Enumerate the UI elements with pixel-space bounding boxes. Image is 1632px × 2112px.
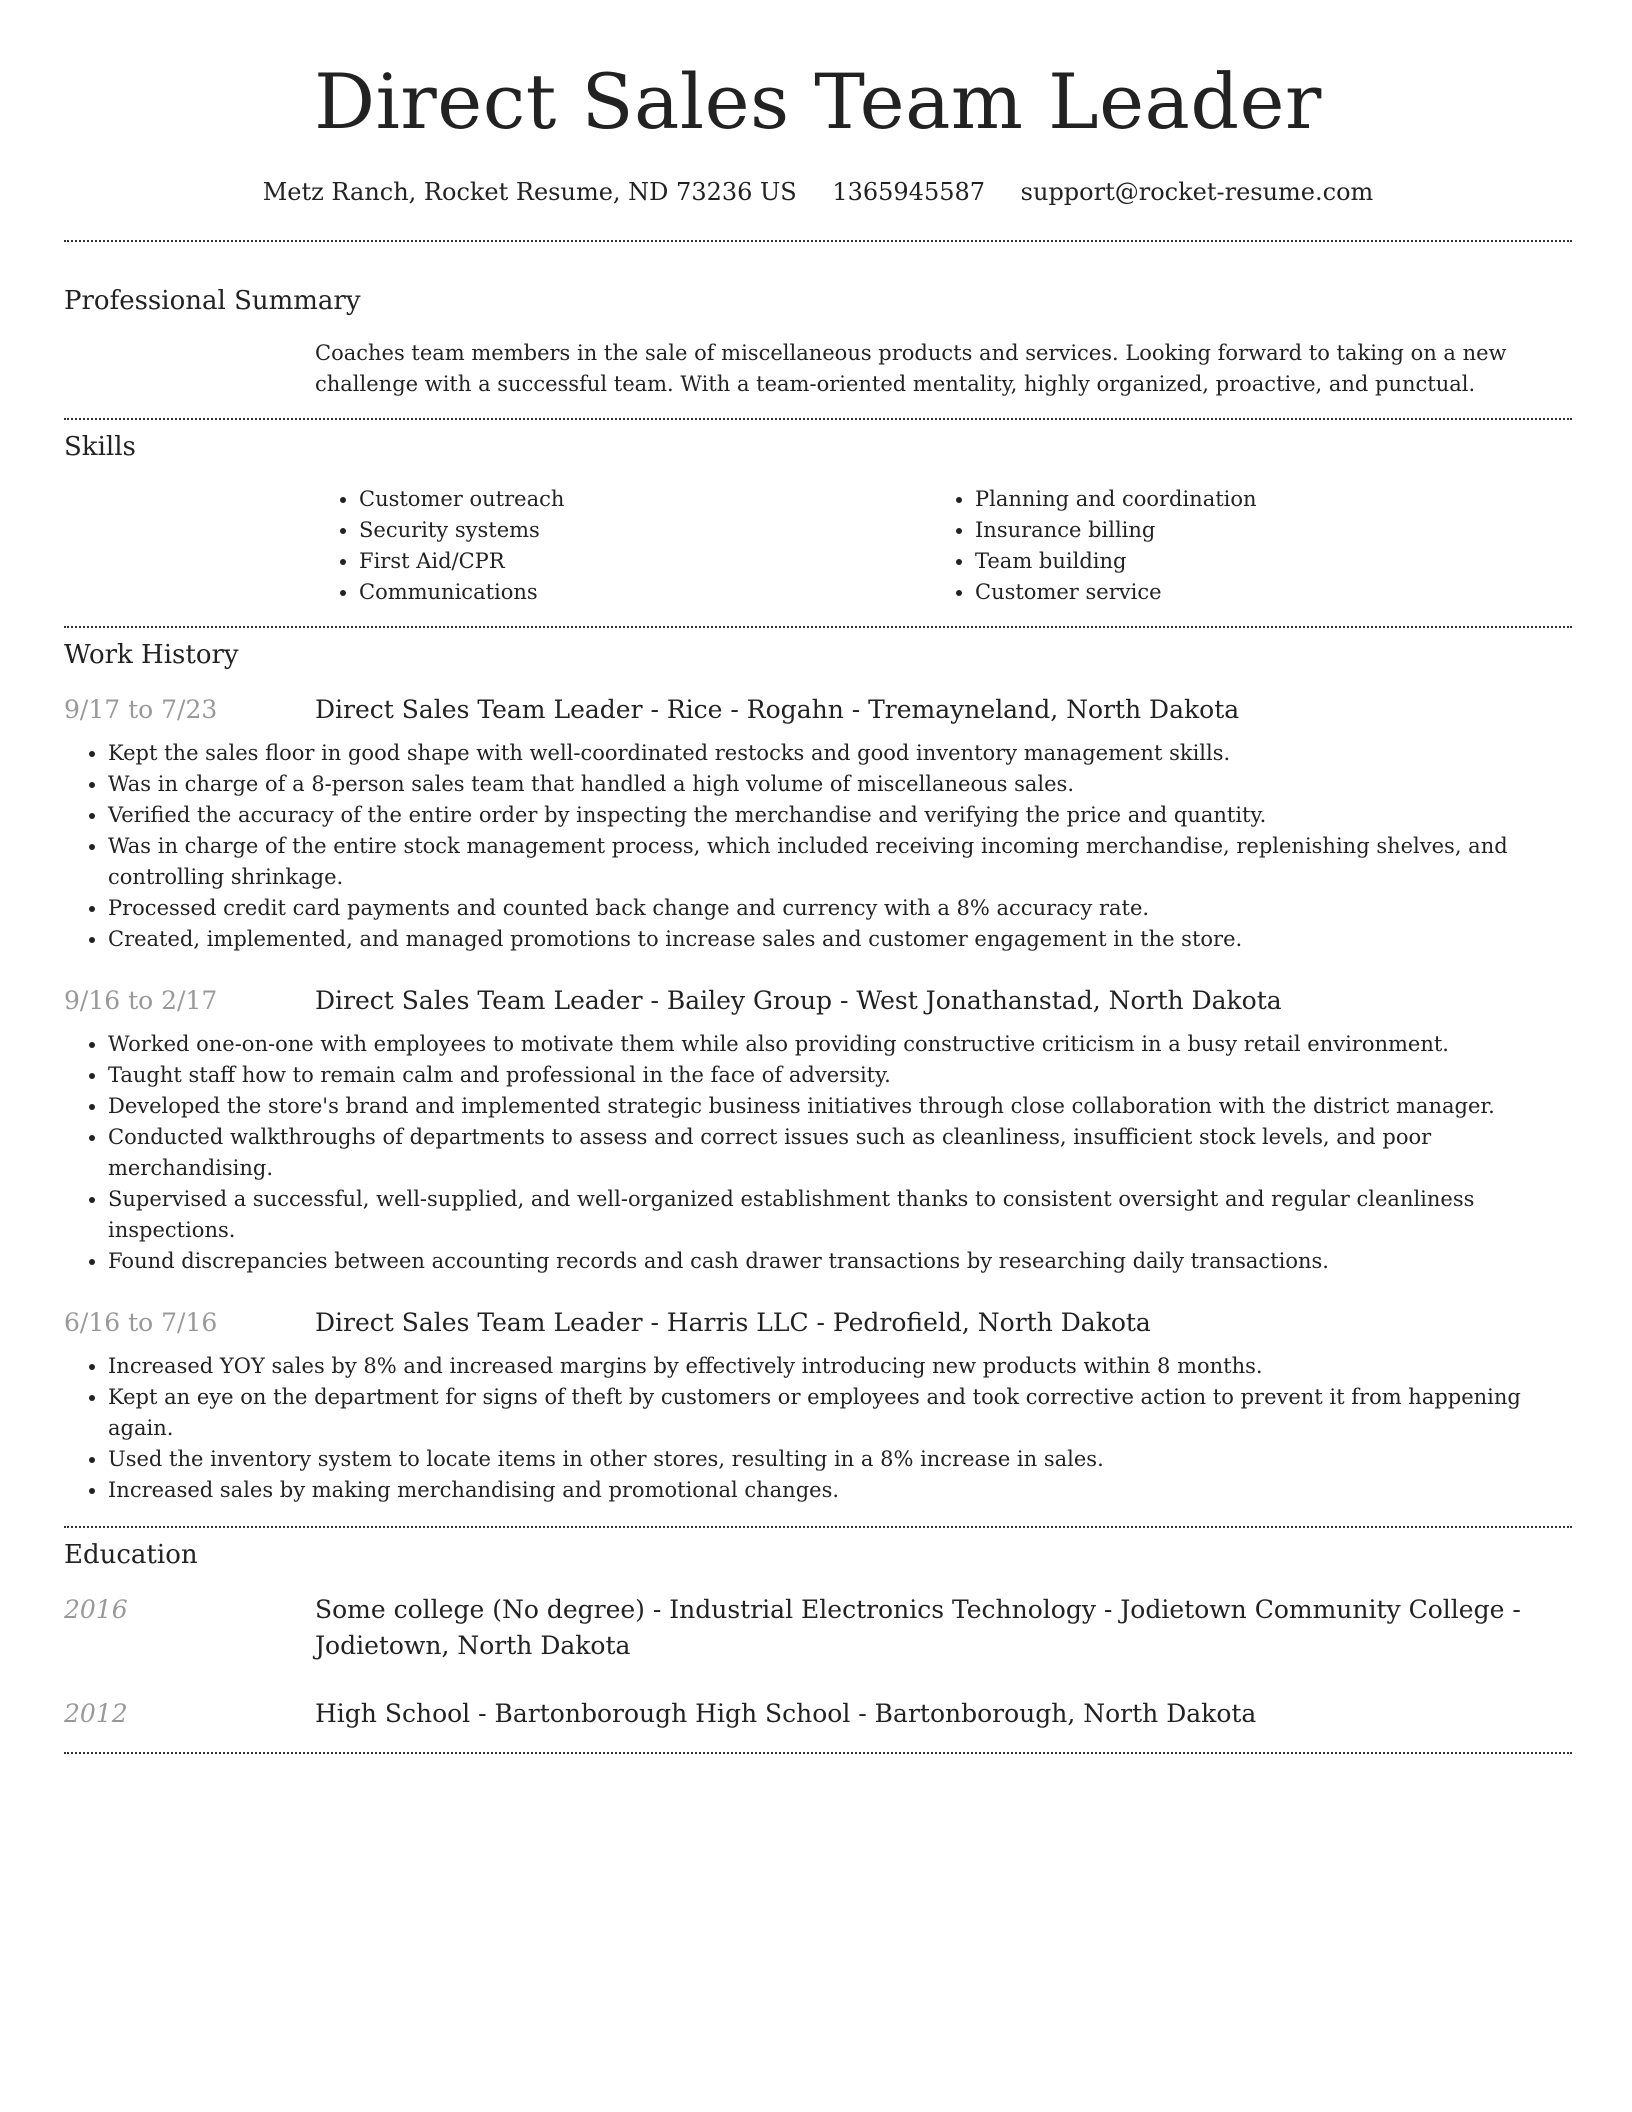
skill-item: • Team building [975, 546, 1547, 577]
resume-page [64, 0, 1572, 1754]
job-bullets [64, 1351, 1572, 1506]
job-dates: 9/16 to 2/17 [64, 986, 218, 1015]
divider [64, 1526, 1572, 1528]
skills-column-left [315, 484, 931, 608]
contact-phone: 1365945587 [832, 178, 986, 206]
contact-email: support@rocket-resume.com [1020, 178, 1374, 206]
candidate-name: Direct Sales Team Leader [314, 57, 1322, 146]
section-title-education: Education [64, 1540, 198, 1570]
skills-list [315, 484, 1572, 608]
job-bullet: • Kept the sales floor in good shape with well-coordinated restocks and good inventory management skills. [108, 738, 1572, 769]
job-bullet: • Created, implemented, and managed promotions to increase sales and customer engagement in the store. [108, 924, 1572, 955]
job-dates: 6/16 to 7/16 [64, 1308, 218, 1337]
job-bullets [64, 738, 1572, 955]
job-bullets [64, 1029, 1572, 1277]
job-bullet: • Verified the accuracy of the entire order by inspecting the merchandise and verifying the price and quantity. [108, 800, 1572, 831]
job-heading: Direct Sales Team Leader - Bailey Group - West Jonathanstad, North Dakota [315, 986, 1282, 1015]
divider [64, 1752, 1572, 1754]
job-bullet: • Used the inventory system to locate items in other stores, resulting in a 8% increase in sales. [108, 1444, 1572, 1475]
education-year: 2012 [64, 1699, 128, 1728]
job-bullet: • Conducted walkthroughs of departments to assess and correct issues such as cleanliness, insufficient stock levels, and poor merchandising. [108, 1122, 1572, 1184]
skills-section [64, 430, 1572, 608]
job-bullet: • Processed credit card payments and counted back change and currency with a 8% accuracy rate. [108, 893, 1572, 924]
divider [64, 626, 1572, 628]
skill-item: • Customer outreach [359, 484, 931, 515]
education-heading: Some college (No degree) - Industrial Electronics Technology - Jodietown Community College - Jodietown, North Dakota [315, 1595, 1521, 1660]
job-bullet: • Was in charge of a 8-person sales team that handled a high volume of miscellaneous sales. [108, 769, 1572, 800]
skill-item: • Customer service [975, 577, 1547, 608]
skill-item: • Insurance billing [975, 515, 1547, 546]
job-entry [64, 692, 1572, 955]
education-entry [64, 1696, 1572, 1732]
contact-line [64, 176, 1572, 208]
job-heading: Direct Sales Team Leader - Harris LLC - Pedrofield, North Dakota [315, 1308, 1151, 1337]
divider [64, 240, 1572, 242]
job-bullet: • Worked one-on-one with employees to motivate them while also providing constructive criticism in a busy retail environment. [108, 1029, 1572, 1060]
job-bullet: • Supervised a successful, well-supplied, and well-organized establishment thanks to consistent oversight and regular cleanliness inspections. [108, 1184, 1572, 1246]
job-entry [64, 1305, 1572, 1506]
work-history-section [64, 638, 1572, 1506]
job-dates: 9/17 to 7/23 [64, 695, 218, 724]
job-bullet: • Increased sales by making merchandising and promotional changes. [108, 1475, 1572, 1506]
contact-address: Metz Ranch, Rocket Resume, ND 73236 US [262, 178, 797, 206]
education-year: 2016 [64, 1595, 128, 1624]
skill-item: • Communications [359, 577, 931, 608]
skill-item: • Planning and coordination [975, 484, 1547, 515]
section-title-skills: Skills [64, 432, 136, 462]
divider [64, 418, 1572, 420]
job-bullet: • Was in charge of the entire stock management process, which included receiving incoming merchandise, replenishing shelves, and controlling shrinkage. [108, 831, 1572, 893]
job-bullet: • Found discrepancies between accounting records and cash drawer transactions by researching daily transactions. [108, 1246, 1572, 1277]
section-title-work: Work History [64, 640, 239, 670]
job-heading: Direct Sales Team Leader - Rice - Rogahn - Tremayneland, North Dakota [315, 695, 1240, 724]
education-section [64, 1538, 1572, 1732]
job-entry [64, 983, 1572, 1277]
job-bullet: • Increased YOY sales by 8% and increased margins by effectively introducing new products within 8 months. [108, 1351, 1572, 1382]
skill-item: • Security systems [359, 515, 931, 546]
skill-item: • First Aid/CPR [359, 546, 931, 577]
skills-column-right [931, 484, 1547, 608]
job-bullet: • Kept an eye on the department for signs of theft by customers or employees and took corrective action to prevent it from happening again. [108, 1382, 1572, 1444]
education-heading: High School - Bartonborough High School - Bartonborough, North Dakota [315, 1699, 1257, 1728]
section-title-summary: Professional Summary [64, 286, 361, 316]
job-bullet: • Developed the store's brand and implemented strategic business initiatives through close collaboration with the district manager. [108, 1091, 1572, 1122]
summary-section [64, 284, 1572, 400]
education-entry [64, 1592, 1572, 1664]
summary-text: Coaches team members in the sale of miscellaneous products and services. Looking forward to taking on a new challenge with a successful team. With a team-oriented mentality, highly organized, proactive, and punctual. [315, 341, 1507, 396]
job-bullet: • Taught staff how to remain calm and professional in the face of adversity. [108, 1060, 1572, 1091]
